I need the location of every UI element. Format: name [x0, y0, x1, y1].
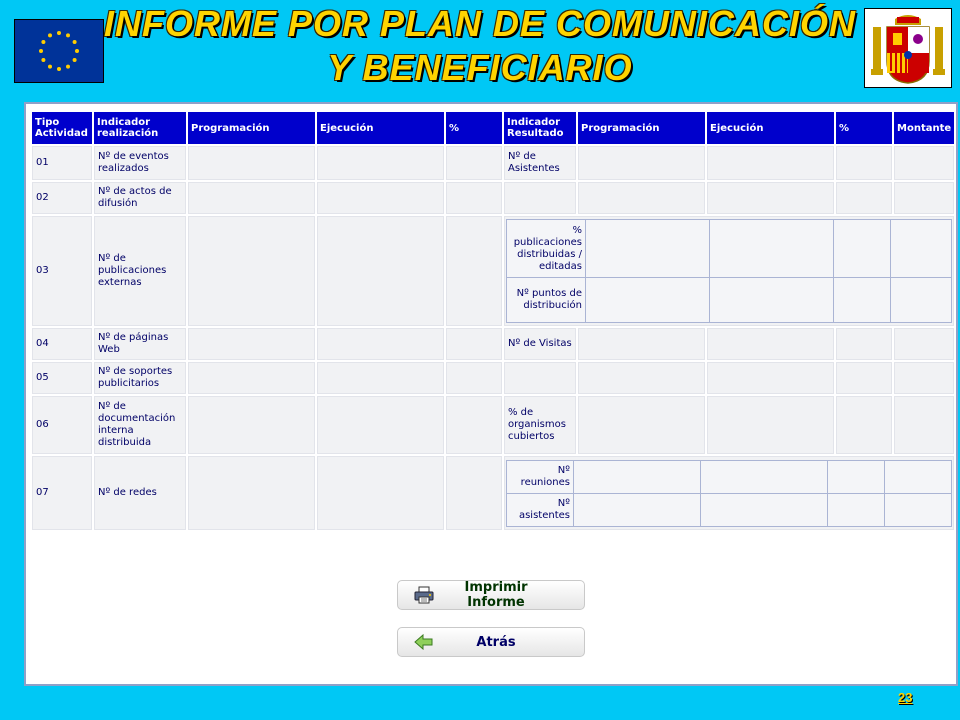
table-row	[32, 362, 954, 394]
cell-porcentaje-resultado	[836, 328, 892, 360]
cell-montante	[894, 146, 954, 180]
print-report-button[interactable]	[397, 580, 585, 610]
cell-tipo: 03	[32, 216, 92, 326]
cell-ejecucion	[317, 328, 444, 360]
cell-programacion-resultado	[578, 146, 705, 180]
cell-resultado	[504, 182, 576, 214]
cell-programacion	[188, 216, 315, 326]
cell-porcentaje	[446, 362, 502, 394]
cell-tipo: 07	[32, 456, 92, 530]
sub-indicator-table	[506, 219, 952, 323]
title-line-2: Y BENEFICIARIO	[327, 47, 633, 88]
cell-programacion-resultado	[578, 328, 705, 360]
cell-tipo: 02	[32, 182, 92, 214]
sub-cell-porcentaje	[828, 461, 884, 493]
header-ejecucion-resultado: Ejecución	[707, 112, 834, 144]
header-tipo-actividad: Tipo Actividad	[32, 112, 92, 144]
cell-realizacion: Nº de actos de difusión	[94, 182, 186, 214]
sub-cell-montante	[885, 494, 951, 526]
cell-programacion	[188, 182, 315, 214]
table-row	[32, 456, 954, 530]
cell-tipo: 04	[32, 328, 92, 360]
cell-ejecucion-resultado	[707, 182, 834, 214]
cell-montante	[894, 328, 954, 360]
table-row	[32, 216, 954, 326]
cell-realizacion: Nº de soportes publicitarios	[94, 362, 186, 394]
cell-tipo: 01	[32, 146, 92, 180]
cell-porcentaje-resultado	[836, 396, 892, 454]
cell-programacion-resultado	[578, 362, 705, 394]
cell-ejecucion	[317, 146, 444, 180]
cell-programacion	[188, 328, 315, 360]
sub-cell-resultado: Nº asistentes	[507, 494, 573, 526]
sub-cell-resultado: Nº reuniones	[507, 461, 573, 493]
cell-montante	[894, 396, 954, 454]
sub-cell-porcentaje	[828, 494, 884, 526]
cell-programacion	[188, 456, 315, 530]
table-row	[32, 328, 954, 360]
cell-ejecucion	[317, 182, 444, 214]
cell-realizacion: Nº de documentación interna distribuida	[94, 396, 186, 454]
sub-cell-resultado: % publicaciones distribuidas / editadas	[507, 220, 585, 277]
sub-cell-ejecucion	[701, 461, 827, 493]
cell-tipo: 06	[32, 396, 92, 454]
sub-cell-porcentaje	[834, 278, 890, 322]
table-row	[32, 396, 954, 454]
cell-porcentaje	[446, 146, 502, 180]
printer-icon	[412, 585, 436, 605]
title-line-1: INFORME POR PLAN DE COMUNICACIÓN	[104, 3, 856, 44]
sub-cell-ejecucion	[710, 278, 833, 322]
sub-cell-montante	[885, 461, 951, 493]
page-title	[70, 2, 890, 90]
cell-montante	[894, 362, 954, 394]
sub-cell-ejecucion	[710, 220, 833, 277]
sub-row	[507, 461, 951, 493]
header-montante: Montante	[894, 112, 954, 144]
page-number[interactable]: 23	[898, 690, 913, 705]
cell-ejecucion	[317, 362, 444, 394]
header-porcentaje: %	[446, 112, 502, 144]
cell-resultado-group	[504, 456, 954, 530]
sub-cell-programacion	[574, 494, 700, 526]
header-programacion: Programación	[188, 112, 315, 144]
cell-realizacion: Nº de publicaciones externas	[94, 216, 186, 326]
sub-row	[507, 494, 951, 526]
cell-resultado: Nº de Asistentes	[504, 146, 576, 180]
cell-porcentaje	[446, 396, 502, 454]
cell-programacion	[188, 396, 315, 454]
arrow-left-icon	[412, 632, 436, 652]
sub-cell-montante	[891, 278, 951, 322]
report-table	[30, 110, 956, 532]
back-button[interactable]	[397, 627, 585, 657]
cell-ejecucion	[317, 216, 444, 326]
cell-porcentaje	[446, 456, 502, 530]
cell-resultado	[504, 362, 576, 394]
coat-of-arms-icon	[864, 8, 952, 88]
cell-realizacion: Nº de eventos realizados	[94, 146, 186, 180]
cell-porcentaje-resultado	[836, 182, 892, 214]
cell-programacion-resultado	[578, 182, 705, 214]
cell-ejecucion-resultado	[707, 362, 834, 394]
cell-porcentaje	[446, 216, 502, 326]
sub-indicator-table	[506, 460, 952, 527]
cell-resultado: % de organismos cubiertos	[504, 396, 576, 454]
sub-cell-ejecucion	[701, 494, 827, 526]
header-indicador-resultado: Indicador Resultado	[504, 112, 576, 144]
cell-ejecucion	[317, 396, 444, 454]
sub-cell-montante	[891, 220, 951, 277]
cell-ejecucion-resultado	[707, 396, 834, 454]
sub-cell-porcentaje	[834, 220, 890, 277]
back-label: Atrás	[476, 634, 516, 650]
print-report-label: Imprimir Informe	[464, 580, 528, 610]
cell-tipo: 05	[32, 362, 92, 394]
cell-montante	[894, 182, 954, 214]
sub-cell-programacion	[586, 278, 709, 322]
sub-cell-resultado: Nº puntos de distribución	[507, 278, 585, 322]
cell-programacion	[188, 146, 315, 180]
cell-porcentaje-resultado	[836, 362, 892, 394]
cell-resultado: Nº de Visitas	[504, 328, 576, 360]
cell-porcentaje-resultado	[836, 146, 892, 180]
header-porcentaje-resultado: %	[836, 112, 892, 144]
cell-resultado-group	[504, 216, 954, 326]
sub-cell-programacion	[574, 461, 700, 493]
header-ejecucion: Ejecución	[317, 112, 444, 144]
cell-programacion	[188, 362, 315, 394]
cell-ejecucion-resultado	[707, 328, 834, 360]
table-header-row	[32, 112, 954, 144]
header-indicador-realizacion: Indicador realización	[94, 112, 186, 144]
header-programacion-resultado: Programación	[578, 112, 705, 144]
sub-cell-programacion	[586, 220, 709, 277]
table-row	[32, 182, 954, 214]
cell-ejecucion-resultado	[707, 146, 834, 180]
cell-programacion-resultado	[578, 396, 705, 454]
sub-row	[507, 220, 951, 277]
eu-flag-icon	[14, 19, 104, 83]
table-row	[32, 146, 954, 180]
cell-porcentaje	[446, 328, 502, 360]
cell-ejecucion	[317, 456, 444, 530]
cell-porcentaje	[446, 182, 502, 214]
sub-row	[507, 278, 951, 322]
cell-realizacion: Nº de páginas Web	[94, 328, 186, 360]
cell-realizacion: Nº de redes	[94, 456, 186, 530]
